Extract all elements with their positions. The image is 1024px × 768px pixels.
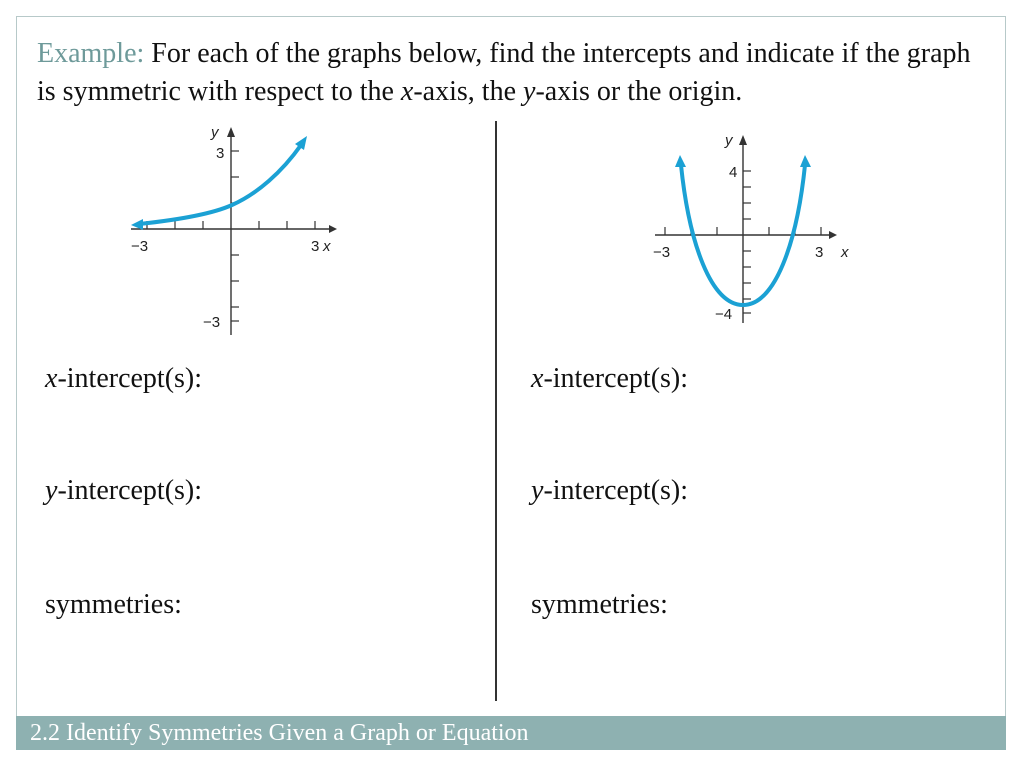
column-divider [495, 121, 497, 701]
left-x-intercept-label [45, 363, 202, 395]
title-text-2: -axis, the [413, 76, 523, 107]
left-x-arrow [329, 225, 337, 233]
right-y-arrow [739, 135, 747, 145]
title-text-1: For each of the graphs below, find the intercepts and indicate if the graph is symmetric with respect to the [37, 38, 971, 107]
right-x-tick-label-left: −3 [653, 244, 671, 261]
left-graph [117, 117, 357, 337]
right-x-arrow [829, 231, 837, 239]
footer-text: 2.2 Identify Symmetries Given a Graph or Equation [30, 720, 529, 746]
left-y-tick-label-bottom: −3 [203, 314, 221, 331]
right-y-tick-label-bottom: −4 [715, 306, 733, 323]
title-y-variable: y [523, 76, 536, 107]
right-graph [645, 123, 855, 323]
left-y-tick-label-top: 3 [216, 145, 225, 162]
title-x-variable: x [400, 76, 414, 107]
left-y-axis-name: y [211, 124, 219, 141]
left-graph-svg [117, 117, 357, 337]
right-x-intercept-text: -intercept(s): [543, 363, 689, 394]
slide [16, 16, 1006, 749]
right-y-ticks [743, 171, 751, 313]
left-x-tick-label-right: 3 [311, 238, 320, 255]
right-y-axis-name: y [725, 132, 733, 149]
right-curve-right-arrow [800, 155, 811, 167]
left-x-tick-label-left: −3 [131, 238, 149, 255]
left-y-ticks [231, 151, 239, 321]
left-y-arrow [227, 127, 235, 137]
left-symmetries-label: symmetries: [45, 589, 182, 620]
left-y-var: y [45, 475, 58, 506]
title-text-3: -axis or the origin. [535, 76, 743, 107]
footer-bar [16, 716, 1006, 750]
left-x-axis-name: x [323, 238, 331, 255]
right-y-intercept-text: -intercept(s): [543, 475, 689, 506]
title-lead: Example: [37, 38, 145, 69]
right-curve-left-arrow [675, 155, 686, 167]
left-y-intercept-label [45, 475, 202, 507]
right-x-axis-name: x [841, 244, 849, 261]
left-x-intercept-text: -intercept(s): [57, 363, 203, 394]
right-graph-svg [645, 123, 855, 323]
right-x-tick-label-right: 3 [815, 244, 824, 261]
slide-title [37, 35, 987, 111]
left-y-intercept-text: -intercept(s): [57, 475, 203, 506]
right-x-intercept-label [531, 363, 688, 395]
right-y-tick-label-top: 4 [729, 164, 738, 181]
right-y-var: y [531, 475, 544, 506]
left-x-var: x [45, 363, 58, 394]
right-y-intercept-label [531, 475, 688, 507]
right-x-var: x [531, 363, 544, 394]
right-symmetries-label: symmetries: [531, 589, 668, 620]
